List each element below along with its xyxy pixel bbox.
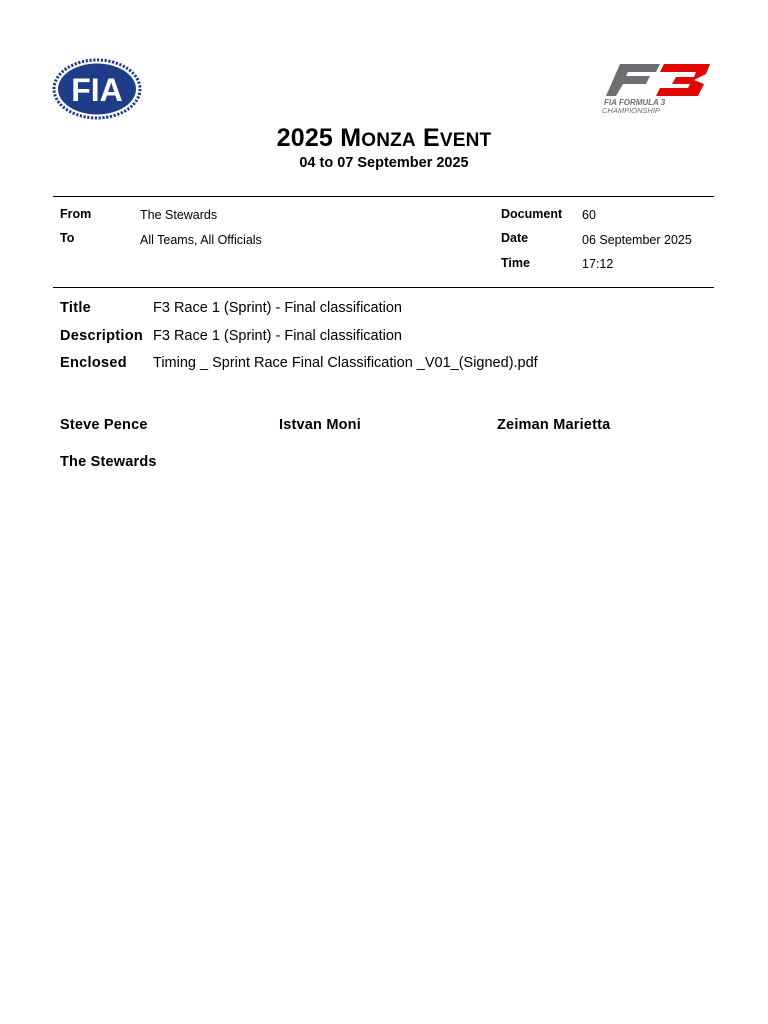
event-name-initial-2: E [423, 124, 440, 152]
steward-name-1: Steve Pence [60, 417, 148, 433]
time-value: 17:12 [582, 257, 614, 271]
title-value: F3 Race 1 (Sprint) - Final classification [153, 300, 402, 316]
time-label: Time [501, 256, 530, 270]
event-year: 2025 [276, 124, 334, 152]
enclosed-label: Enclosed [60, 355, 127, 371]
event-name-rest-2: VENT [439, 130, 492, 151]
event-name-initial-1: M [340, 124, 362, 152]
date-value: 06 September 2025 [582, 233, 692, 247]
date-label: Date [501, 231, 529, 245]
from-value: The Stewards [140, 208, 218, 222]
stewards-signature-footer: The Stewards [60, 454, 157, 470]
event-name-rest-1: ONZA [361, 130, 416, 151]
f3-logo-caption-line1: FIA FORMULA 3 [604, 98, 666, 107]
to-value: All Teams, All Officials [140, 233, 262, 247]
document-label: Document [501, 207, 563, 221]
header-divider-bottom [53, 287, 714, 288]
enclosed-value: Timing _ Sprint Race Final Classification _V01_(Signed).pdf [153, 355, 538, 371]
description-label: Description [60, 328, 144, 344]
fia-logo-text: FIA [71, 72, 123, 108]
header-divider-top [53, 196, 714, 197]
event-title [0, 124, 768, 153]
f3-championship-logo [598, 58, 716, 116]
event-dates: 04 to 07 September 2025 [299, 155, 469, 171]
description-value: F3 Race 1 (Sprint) - Final classification [153, 328, 402, 344]
f3-logo-caption-line2: CHAMPIONSHIP [602, 106, 660, 115]
to-label: To [60, 231, 75, 245]
document-value: 60 [582, 208, 596, 222]
steward-name-2: Istvan Moni [279, 417, 361, 433]
fia-logo [52, 58, 142, 120]
steward-name-3: Zeiman Marietta [497, 417, 611, 433]
from-label: From [60, 207, 92, 221]
title-label: Title [60, 300, 92, 316]
